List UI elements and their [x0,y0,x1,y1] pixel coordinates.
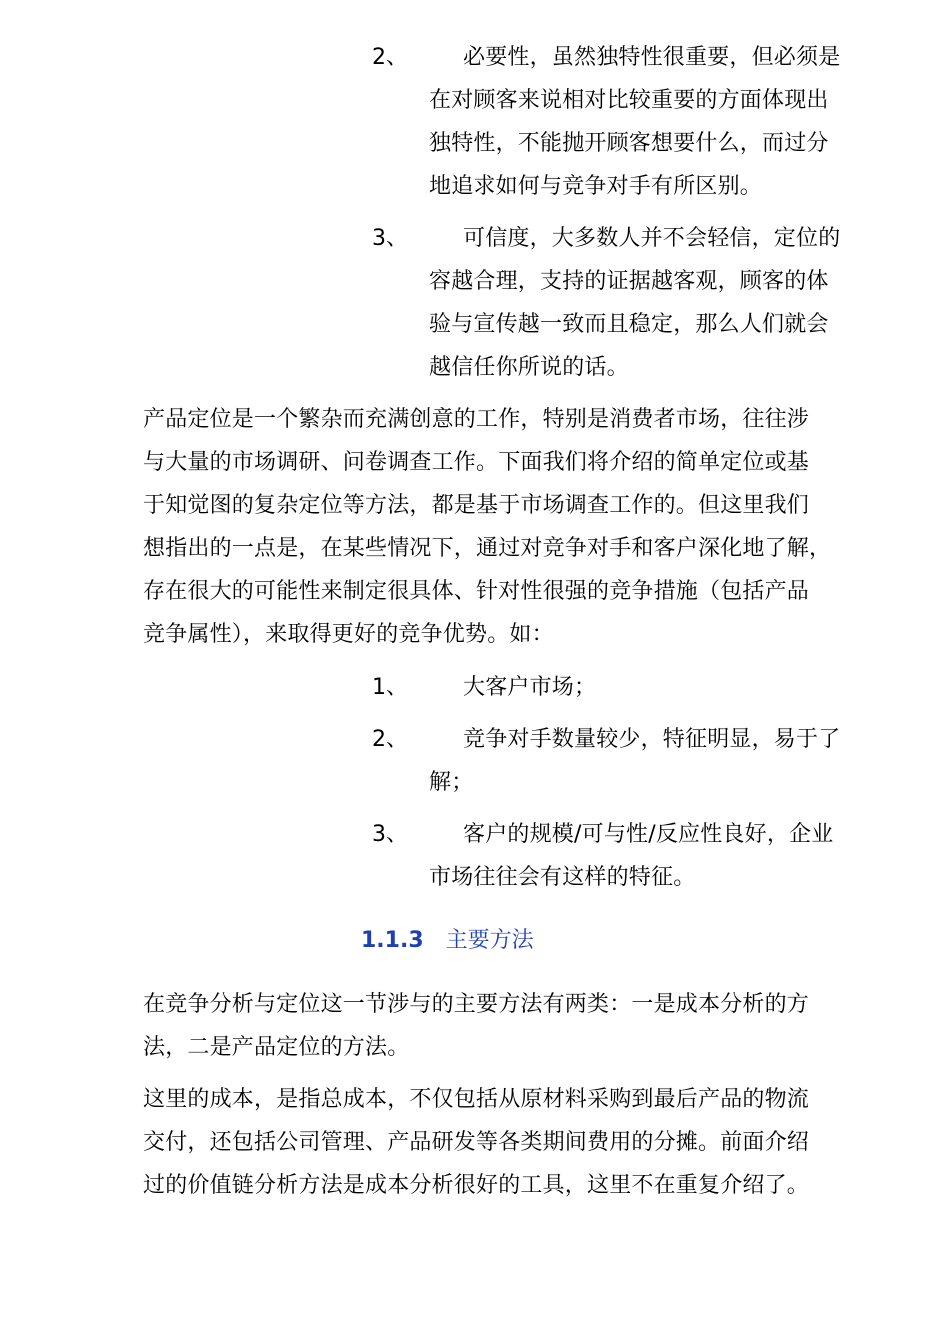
list-number: 3、 [372,226,408,251]
section-heading [361,926,534,956]
list-item-line: 解； [429,770,474,795]
paragraph-line: 存在很大的可能性来制定很具体、针对性很强的竞争措施（包括产品 [143,579,810,604]
paragraph-line: 与大量的市场调研、问卷调查工作。下面我们将介绍的简单定位或基 [143,450,810,475]
list-item-line: 竞争对手数量较少，特征明显，易于了 [463,727,841,752]
list-item-line: 大客户市场； [463,675,597,700]
paragraph-line: 法，二是产品定位的方法。 [143,1035,410,1060]
paragraph-line: 这里的成本，是指总成本，不仅包括从原材料采购到最后产品的物流 [143,1087,810,1112]
list-item-line: 越信任你所说的话。 [429,355,629,380]
list-item-line: 必要性，虽然独特性很重要，但必须是 [463,45,841,70]
list-item-line: 可信度，大多数人并不会轻信，定位的 [463,226,841,251]
list-item-line: 客户的规模/可与性/反应性良好，企业 [463,822,834,847]
list-item-line: 验与宣传越一致而且稳定，那么人们就会 [429,312,829,337]
paragraph-line: 过的价值链分析方法是成本分析很好的工具，这里不在重复介绍了。 [143,1173,810,1198]
section-title: 主要方法 [445,928,534,953]
list-item-line: 在对顾客来说相对比较重要的方面体现出 [429,88,829,113]
paragraph-line: 想指出的一点是，在某些情况下，通过对竞争对手和客户深化地了解， [143,536,832,561]
list-item-line: 独特性，不能抛开顾客想要什么，而过分 [429,131,829,156]
paragraph-line: 交付，还包括公司管理、产品研发等各类期间费用的分摊。前面介绍 [143,1130,810,1155]
list-item-line: 地追求如何与竞争对手有所区别。 [429,174,763,199]
paragraph-line: 产品定位是一个繁杂而充满创意的工作，特别是消费者市场，往往涉 [143,407,810,432]
list-item-line: 市场往往会有这样的特征。 [429,865,696,890]
list-number: 2、 [372,45,408,70]
paragraph-line: 在竞争分析与定位这一节涉与的主要方法有两类：一是成本分析的方 [143,992,810,1017]
list-number: 2、 [372,727,408,752]
list-number: 3、 [372,822,408,847]
list-number: 1、 [372,675,408,700]
section-number: 1.1.3 [361,928,424,953]
paragraph-line: 竞争属性），来取得更好的竞争优势。如： [143,622,554,647]
list-item-line: 容越合理，支持的证据越客观，顾客的体 [429,269,829,294]
paragraph-line: 于知觉图的复杂定位等方法，都是基于市场调查工作的。但这里我们 [143,493,810,518]
